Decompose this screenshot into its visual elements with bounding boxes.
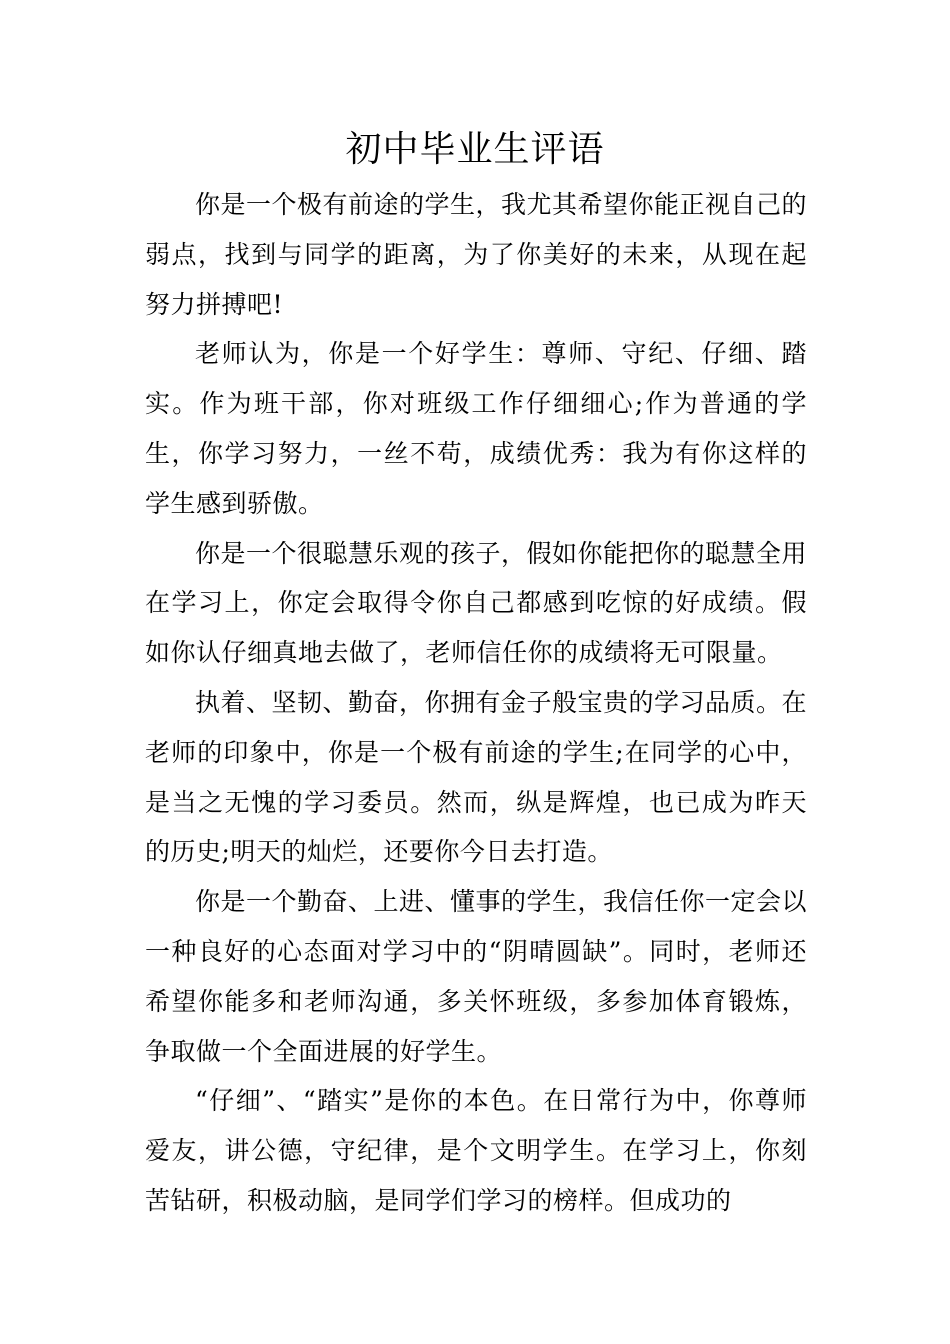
paragraph-1: 你是一个极有前途的学生，我尤其希望你能正视自己的弱点，找到与同学的距离，为了你美好的未来，从现在起努力拼搏吧!: [145, 190, 808, 319]
paragraph-6: “仔细”、“踏实”是你的本色。在日常行为中，你尊师爱友，讲公德，守纪律，是个文明学生。在学习上，你刻苦钻研，积极动脑，是同学们学习的榜样。但成功的: [145, 1086, 807, 1215]
document-body: [145, 180, 807, 1226]
paragraph-3: 你是一个很聪慧乐观的孩子，假如你能把你的聪慧全用在学习上，你定会取得令你自己都感到吃惊的好成绩。假如你认仔细真地去做了，老师信任你的成绩将无可限量。: [145, 538, 808, 668]
paragraph-4: 执着、坚韧、勤奋，你拥有金子般宝贵的学习品质。在老师的印象中，你是一个极有前途的学生;在同学的心中，是当之无愧的学习委员。然而，纵是辉煌，也已成为昨天的历史;明天的灿烂，还要你今日去打造。: [145, 687, 808, 867]
paragraph-2: 老师认为，你是一个好学生：尊师、守纪、仔细、踏实。作为班干部，你对班级工作仔细细心;作为普通的学生，你学习努力，一丝不苟，成绩优秀：我为有你这样的学生感到骄傲。: [145, 339, 807, 518]
document-title: 初中毕业生评语: [345, 129, 605, 170]
paragraph-5: 你是一个勤奋、上进、懂事的学生，我信任你一定会以一种良好的心态面对学习中的“阴晴圆缺”。同时，老师还希望你能多和老师沟通，多关怀班级，多参加体育锻炼，争取做一个全面进展的好学生。: [145, 887, 808, 1066]
